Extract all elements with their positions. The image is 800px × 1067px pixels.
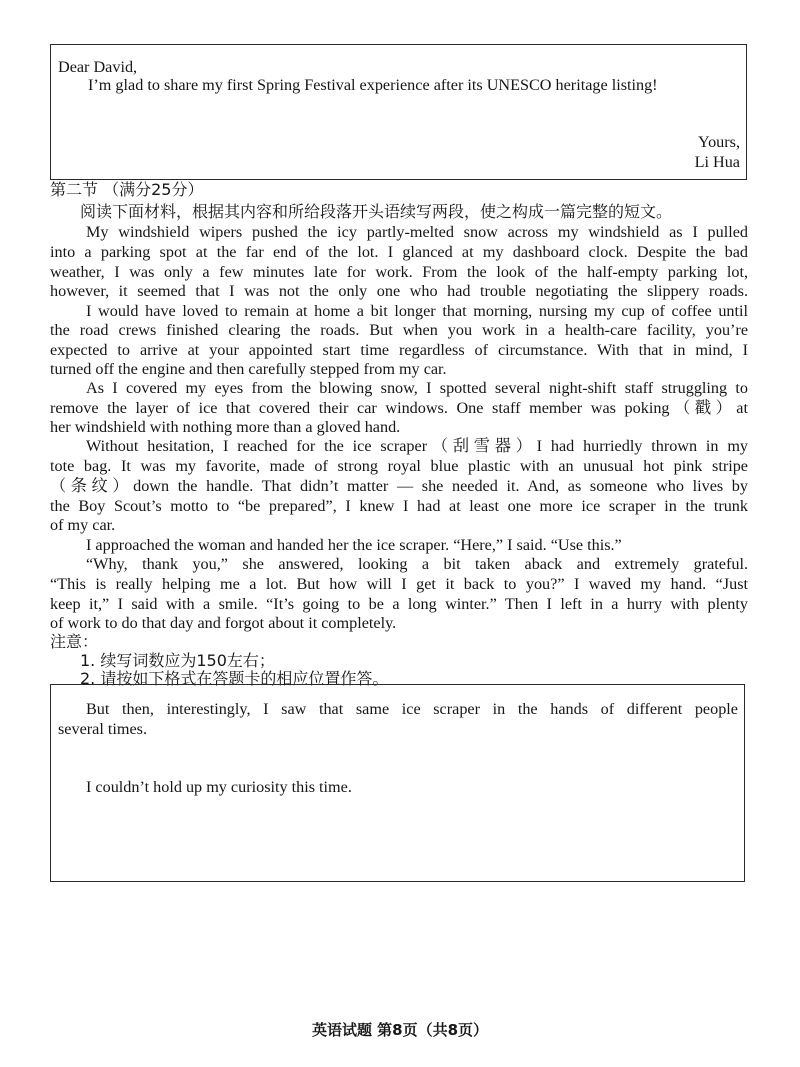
story-line: into a parking spot at the far end of the lot. I glanced at my dashboard clock. Despite the bad [50,243,748,261]
story-line: of my car. [50,516,116,534]
story-line: I would have loved to remain at home a bit longer that morning, nursing my cup of coffee until [86,302,748,320]
story-line: “Why, thank you,” she answered, looking a bit taken aback and extremely grateful. [86,555,748,573]
letter-body: I’m glad to share my first Spring Festival experience after its UNESCO heritage listing! [88,76,658,94]
story-line: I approached the woman and handed her the ice scraper. “Here,” I said. “Use this.” [86,536,622,554]
story-line: （条纹）down the handle. That didn’t matter — she needed it. And, as someone who lives by [50,477,748,495]
story-line: Without hesitation, I reached for the ice scraper（刮雪器）I had hurriedly thrown in my [86,437,748,455]
story-line: of work to do that day and forgot about it completely. [50,614,397,632]
letter-signature: Li Hua [694,153,740,171]
story-line: weather, I was only a few minutes late for work. From the look of the half-empty parking lot, [50,263,748,281]
story-line: turned off the engine and then carefully stepped from my car. [50,360,447,378]
notes-heading: 注意： [50,632,99,651]
story-line: expected to arrive at your appointed start time regardless of circumstance. With that in mind, I [50,341,748,359]
page-footer: 英语试题 第8页（共8页） [311,1021,489,1039]
section-heading: 第二节 （满分25分） [50,180,204,199]
story-line: As I covered my eyes from the blowing snow, I spotted several night-shift staff struggling to [86,379,748,397]
note-item: 1. 续写词数应为150左右； [80,651,275,670]
letter-salutation: Dear David, [58,58,138,76]
story-line: keep it,” I said with a smile. “It’s going to be a long winter.” Then I left in a hurry with plenty [50,595,748,613]
story-line: however, it seemed that I was not the only one who had trouble negotiating the slippery roads. [50,282,748,300]
letter-closing: Yours, [698,133,740,151]
story-line: tote bag. It was my favorite, made of strong royal blue plastic with an unusual hot pink stripe [50,457,748,475]
answer-para1-line2: several times. [58,720,147,738]
story-line: My windshield wipers pushed the icy partly-melted snow across my windshield as I pulled [86,223,748,241]
story-line: the Boy Scout’s motto to “be prepared”, I knew I had at least one more ice scraper in the trunk [50,497,748,515]
story-line: the road crews finished clearing the roads. But when you work in a health-care facility, you’re [50,321,748,339]
section-instruction: 阅读下面材料，根据其内容和所给段落开头语续写两段，使之构成一篇完整的短文。 [80,202,673,221]
note-item: 2. 请按如下格式在答题卡的相应位置作答。 [80,669,389,688]
story-line: her windshield with nothing more than a gloved hand. [50,418,401,436]
answer-para2: I couldn’t hold up my curiosity this time. [86,778,352,796]
answer-para1-line1: But then, interestingly, I saw that same ice scraper in the hands of different people [86,700,738,718]
story-line: “This is really helping me a lot. But how will I get it back to you?” I waved my hand. “Just [50,575,748,593]
story-line: remove the layer of ice that covered their car windows. One staff member was poking（戳）at [50,399,748,417]
